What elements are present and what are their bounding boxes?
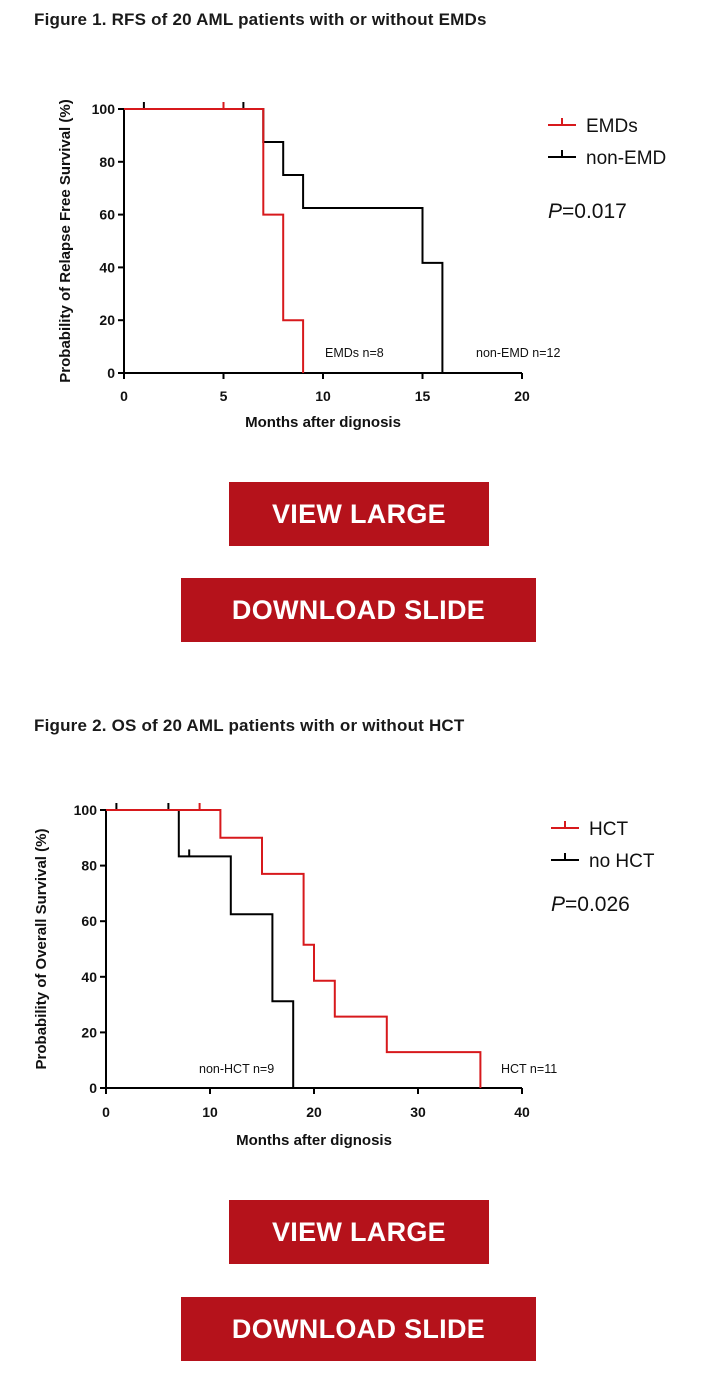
y-tick-label: 0 — [89, 1080, 97, 1096]
series-line-emds — [124, 109, 303, 373]
y-tick-label: 0 — [107, 365, 115, 381]
series-line-no-hct — [106, 810, 293, 1088]
figure-1-view-large-button[interactable]: VIEW LARGE — [229, 482, 489, 546]
x-tick-label: 20 — [306, 1104, 322, 1120]
y-axis-label: Probability of Relapse Free Survival (%) — [57, 99, 74, 383]
sample-size-annotation: HCT n=11 — [501, 1062, 558, 1076]
x-axis-label: Months after dignosis — [245, 414, 401, 431]
sample-size-annotation: EMDs n=8 — [325, 346, 384, 360]
x-tick-label: 5 — [219, 388, 228, 404]
x-axis-label: Months after dignosis — [236, 1132, 392, 1149]
x-tick-label: 10 — [202, 1104, 218, 1120]
x-tick-label: 0 — [120, 388, 128, 404]
x-tick-label: 0 — [102, 1104, 110, 1120]
p-value-prefix: P — [548, 200, 563, 223]
y-tick-label: 20 — [81, 1024, 97, 1041]
x-tick-label: 20 — [514, 388, 530, 404]
p-value-number: =0.017 — [562, 200, 627, 223]
y-tick-label: 40 — [81, 968, 97, 985]
y-tick-label: 80 — [99, 153, 115, 170]
x-tick-label: 40 — [514, 1104, 530, 1120]
y-tick-label: 80 — [81, 857, 97, 874]
p-value-label — [548, 200, 627, 223]
x-tick-label: 10 — [315, 388, 331, 404]
figure-2-view-large-button[interactable]: VIEW LARGE — [229, 1200, 489, 1264]
x-tick-label: 15 — [414, 388, 431, 404]
legend-label: HCT — [589, 819, 629, 840]
p-value-label — [551, 893, 630, 916]
y-tick-label: 60 — [99, 206, 115, 223]
figure-2-title: Figure 2. OS of 20 AML patients with or without HCT — [34, 716, 465, 735]
sample-size-annotation: non-EMD n=12 — [476, 346, 561, 360]
figure-1-chart — [0, 30, 720, 470]
p-value-number: =0.026 — [565, 893, 630, 916]
figure-1-download-slide-button[interactable]: DOWNLOAD SLIDE — [181, 578, 536, 642]
legend-label: EMDs — [586, 116, 638, 137]
y-tick-label: 20 — [99, 312, 115, 329]
y-axis-label: Probability of Overall Survival (%) — [33, 828, 50, 1070]
y-tick-label: 40 — [99, 259, 115, 276]
legend-label: no HCT — [589, 851, 655, 872]
legend-label: non-EMD — [586, 148, 667, 169]
figure-2-chart — [0, 740, 720, 1180]
figure-1-title: Figure 1. RFS of 20 AML patients with or without EMDs — [34, 10, 487, 29]
y-tick-label: 60 — [81, 913, 97, 930]
sample-size-annotation: non-HCT n=9 — [199, 1062, 275, 1076]
figure-2-download-slide-button[interactable]: DOWNLOAD SLIDE — [181, 1297, 536, 1361]
p-value-prefix: P — [551, 893, 566, 916]
x-tick-label: 30 — [410, 1104, 426, 1120]
y-tick-label: 100 — [73, 802, 97, 818]
y-tick-label: 100 — [91, 101, 115, 117]
